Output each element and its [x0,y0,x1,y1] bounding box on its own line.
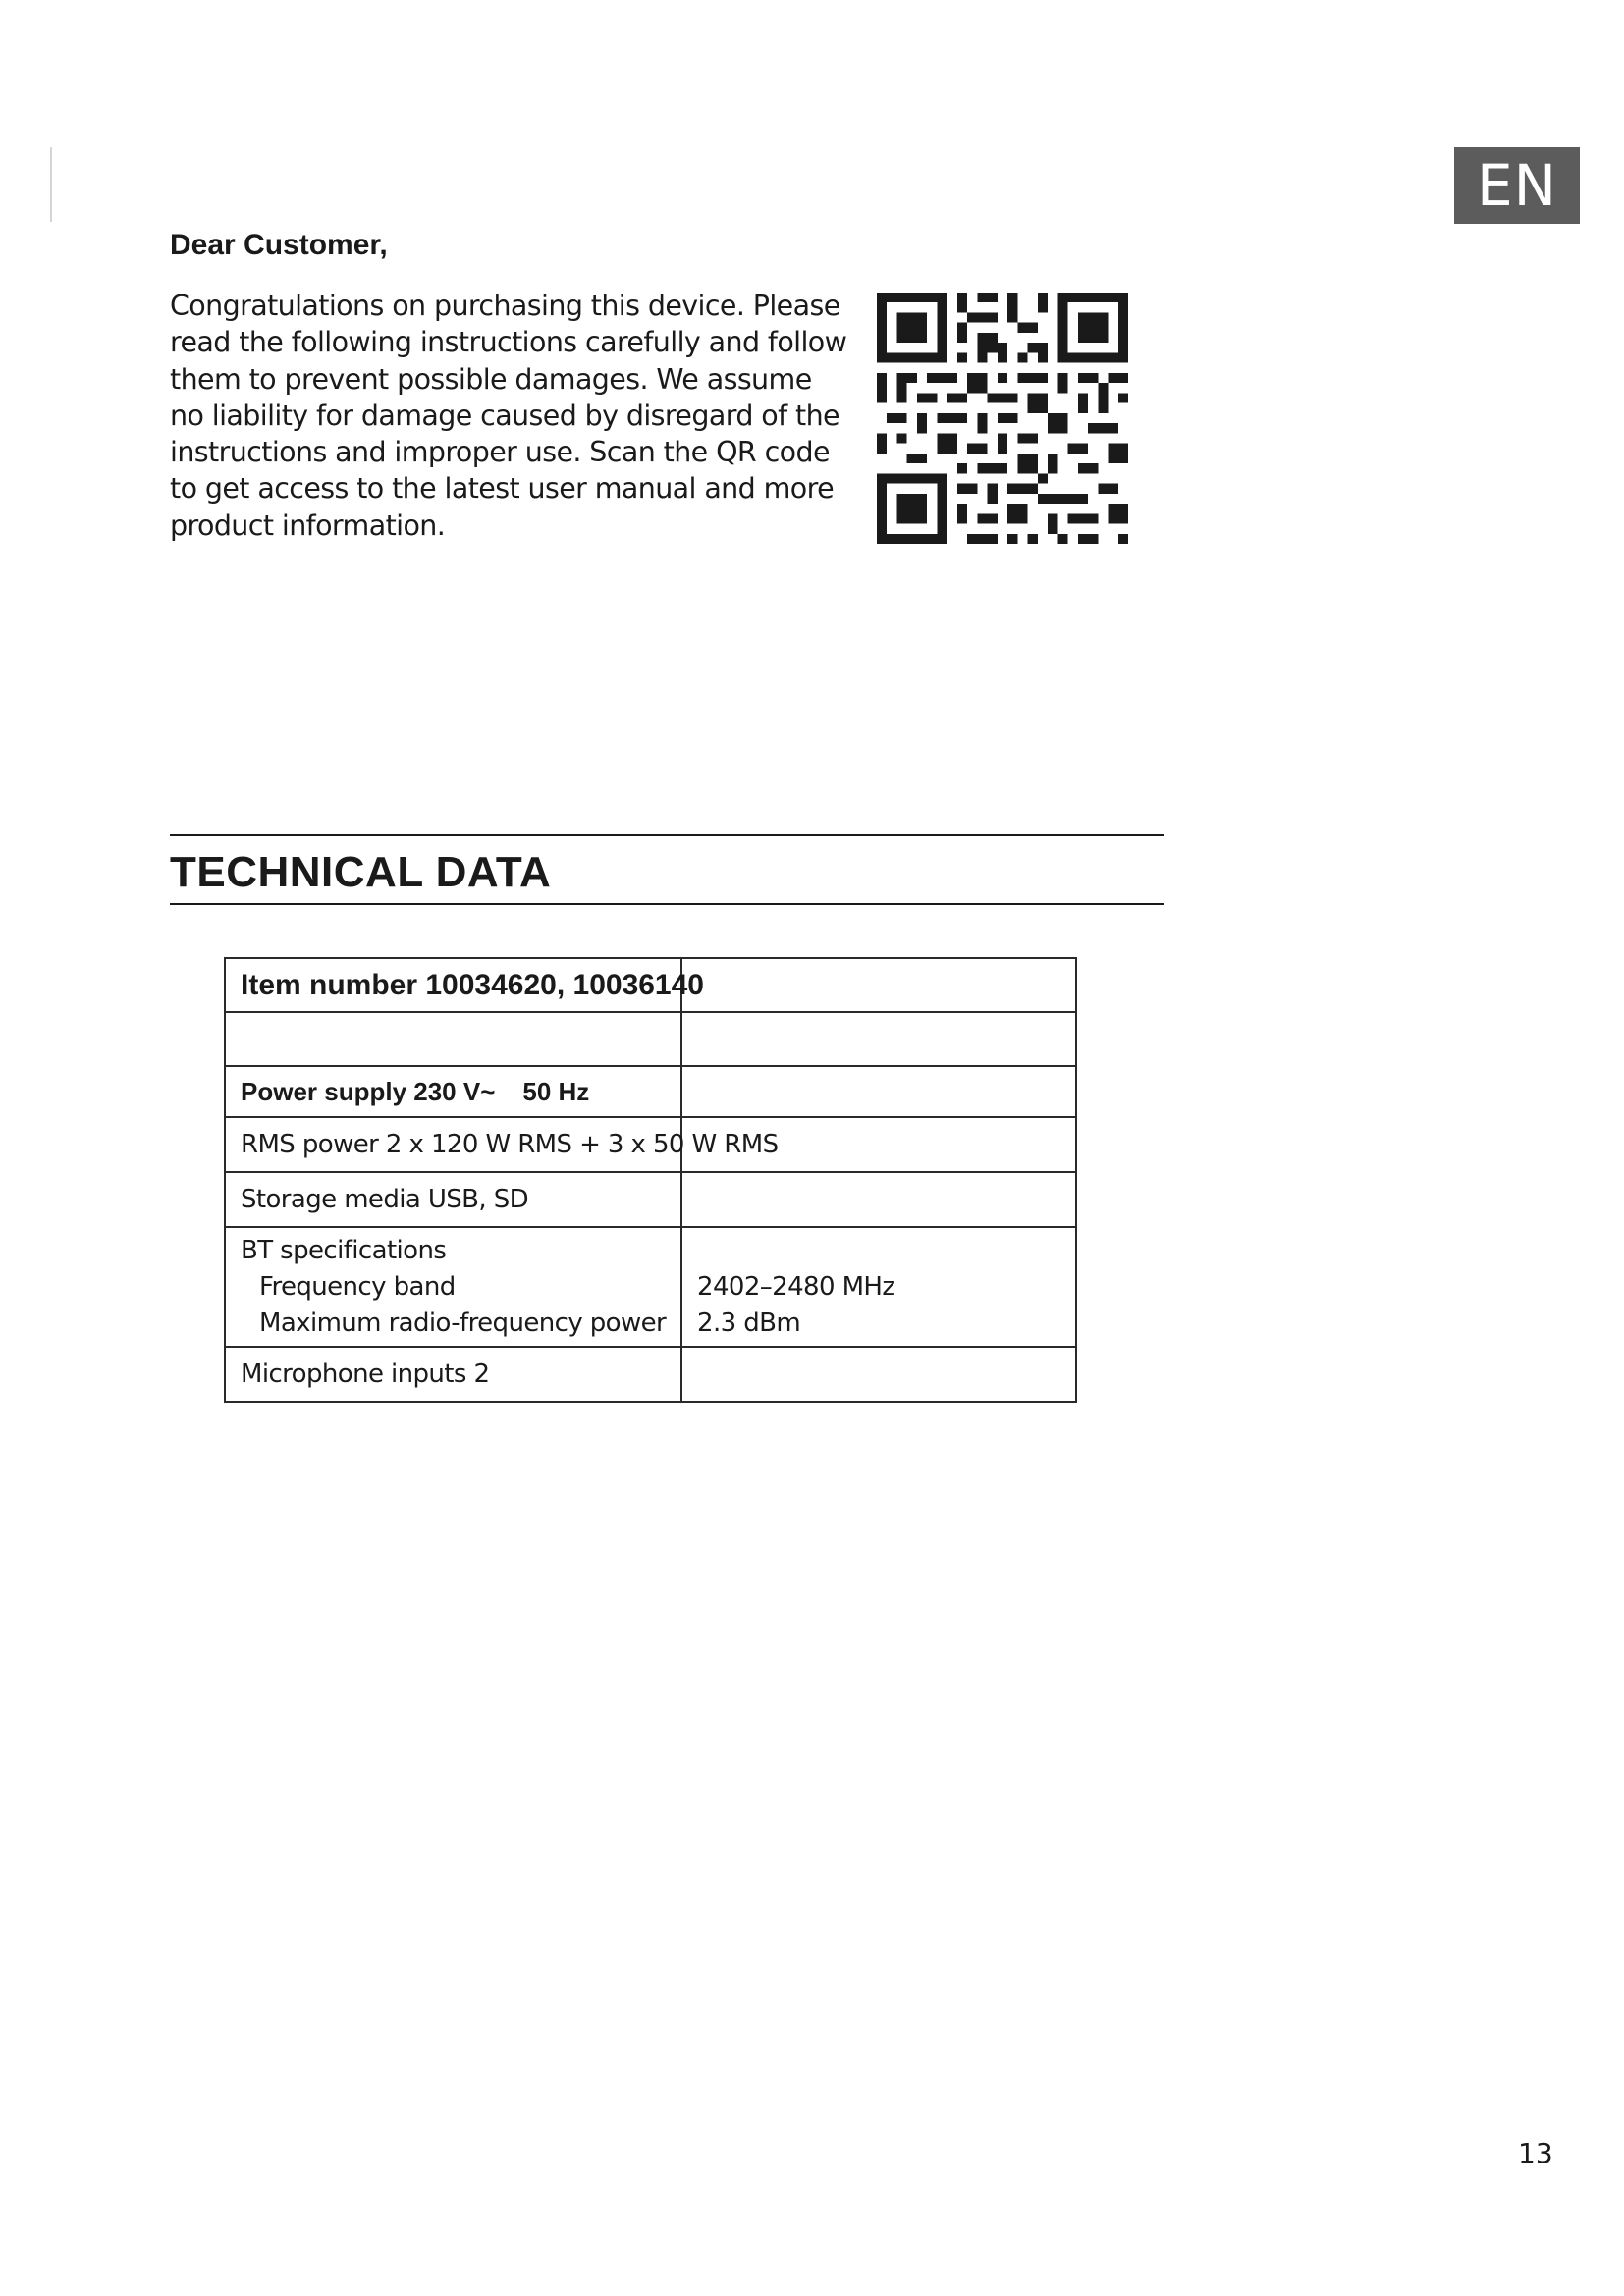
power-supply-label: Power supply 230 V~ [241,1076,496,1106]
intro-paragraph [170,288,847,544]
bt-specifications-label: BT specifications [241,1235,447,1265]
bt-frequency-value: 2402–2480 MHz [697,1271,895,1302]
bt-frequency-label: Frequency band [259,1271,456,1302]
table-row [225,1117,1076,1172]
storage-media: Storage media USB, SD [241,1185,529,1214]
intro-line: to get access to the latest user manual and more [170,472,835,506]
table-cell [225,1172,681,1227]
table-row [225,1066,1076,1117]
bt-power-value: 2.3 dBm [697,1308,801,1338]
section-rule-bottom [170,903,1164,905]
intro-line: product information. [170,508,446,542]
table-cell [681,958,1076,1012]
table-cell [681,1012,1076,1066]
microphone-inputs: Microphone inputs 2 [241,1360,490,1389]
section-rule-top [170,834,1164,836]
table-cell [681,1066,1076,1117]
table-cell [225,1066,681,1117]
section-title: TECHNICAL DATA [170,848,552,896]
bt-power-label: Maximum radio-frequency power [259,1308,667,1338]
power-supply-frequency: 50 Hz [522,1076,590,1106]
table-cell [225,1117,779,1172]
qr-code-icon [877,293,1128,544]
greeting: Dear Customer, [170,229,388,261]
table-row [225,1227,1076,1347]
page-number: 13 [1518,2137,1553,2169]
table-cell [681,1347,1076,1402]
rms-power: RMS power 2 x 120 W RMS + 3 x 50 W RMS [241,1130,779,1159]
intro-line: Congratulations on purchasing this device. Please [170,290,840,322]
intro-line: instructions and improper use. Scan the QR code [170,436,830,469]
table-cell [225,1012,681,1066]
margin-rule [50,147,52,222]
table-cell [225,1227,681,1347]
table-row [225,1347,1076,1402]
intro-line: them to prevent possible damages. We assume [170,362,812,396]
table-row [225,1172,1076,1227]
item-number: Item number 10034620, 10036140 [241,968,704,1001]
intro-line: no liability for damage caused by disregard of the [170,399,839,432]
table-row [225,1012,1076,1066]
table-cell [225,1347,681,1402]
intro-line: read the following instructions carefully and follow [170,326,847,359]
table-cell [225,958,704,1012]
language-badge: EN [1454,147,1580,224]
table-cell [681,1172,1076,1227]
technical-data-table [224,957,1077,1403]
table-cell [681,1227,1076,1347]
table-row [225,958,1076,1012]
